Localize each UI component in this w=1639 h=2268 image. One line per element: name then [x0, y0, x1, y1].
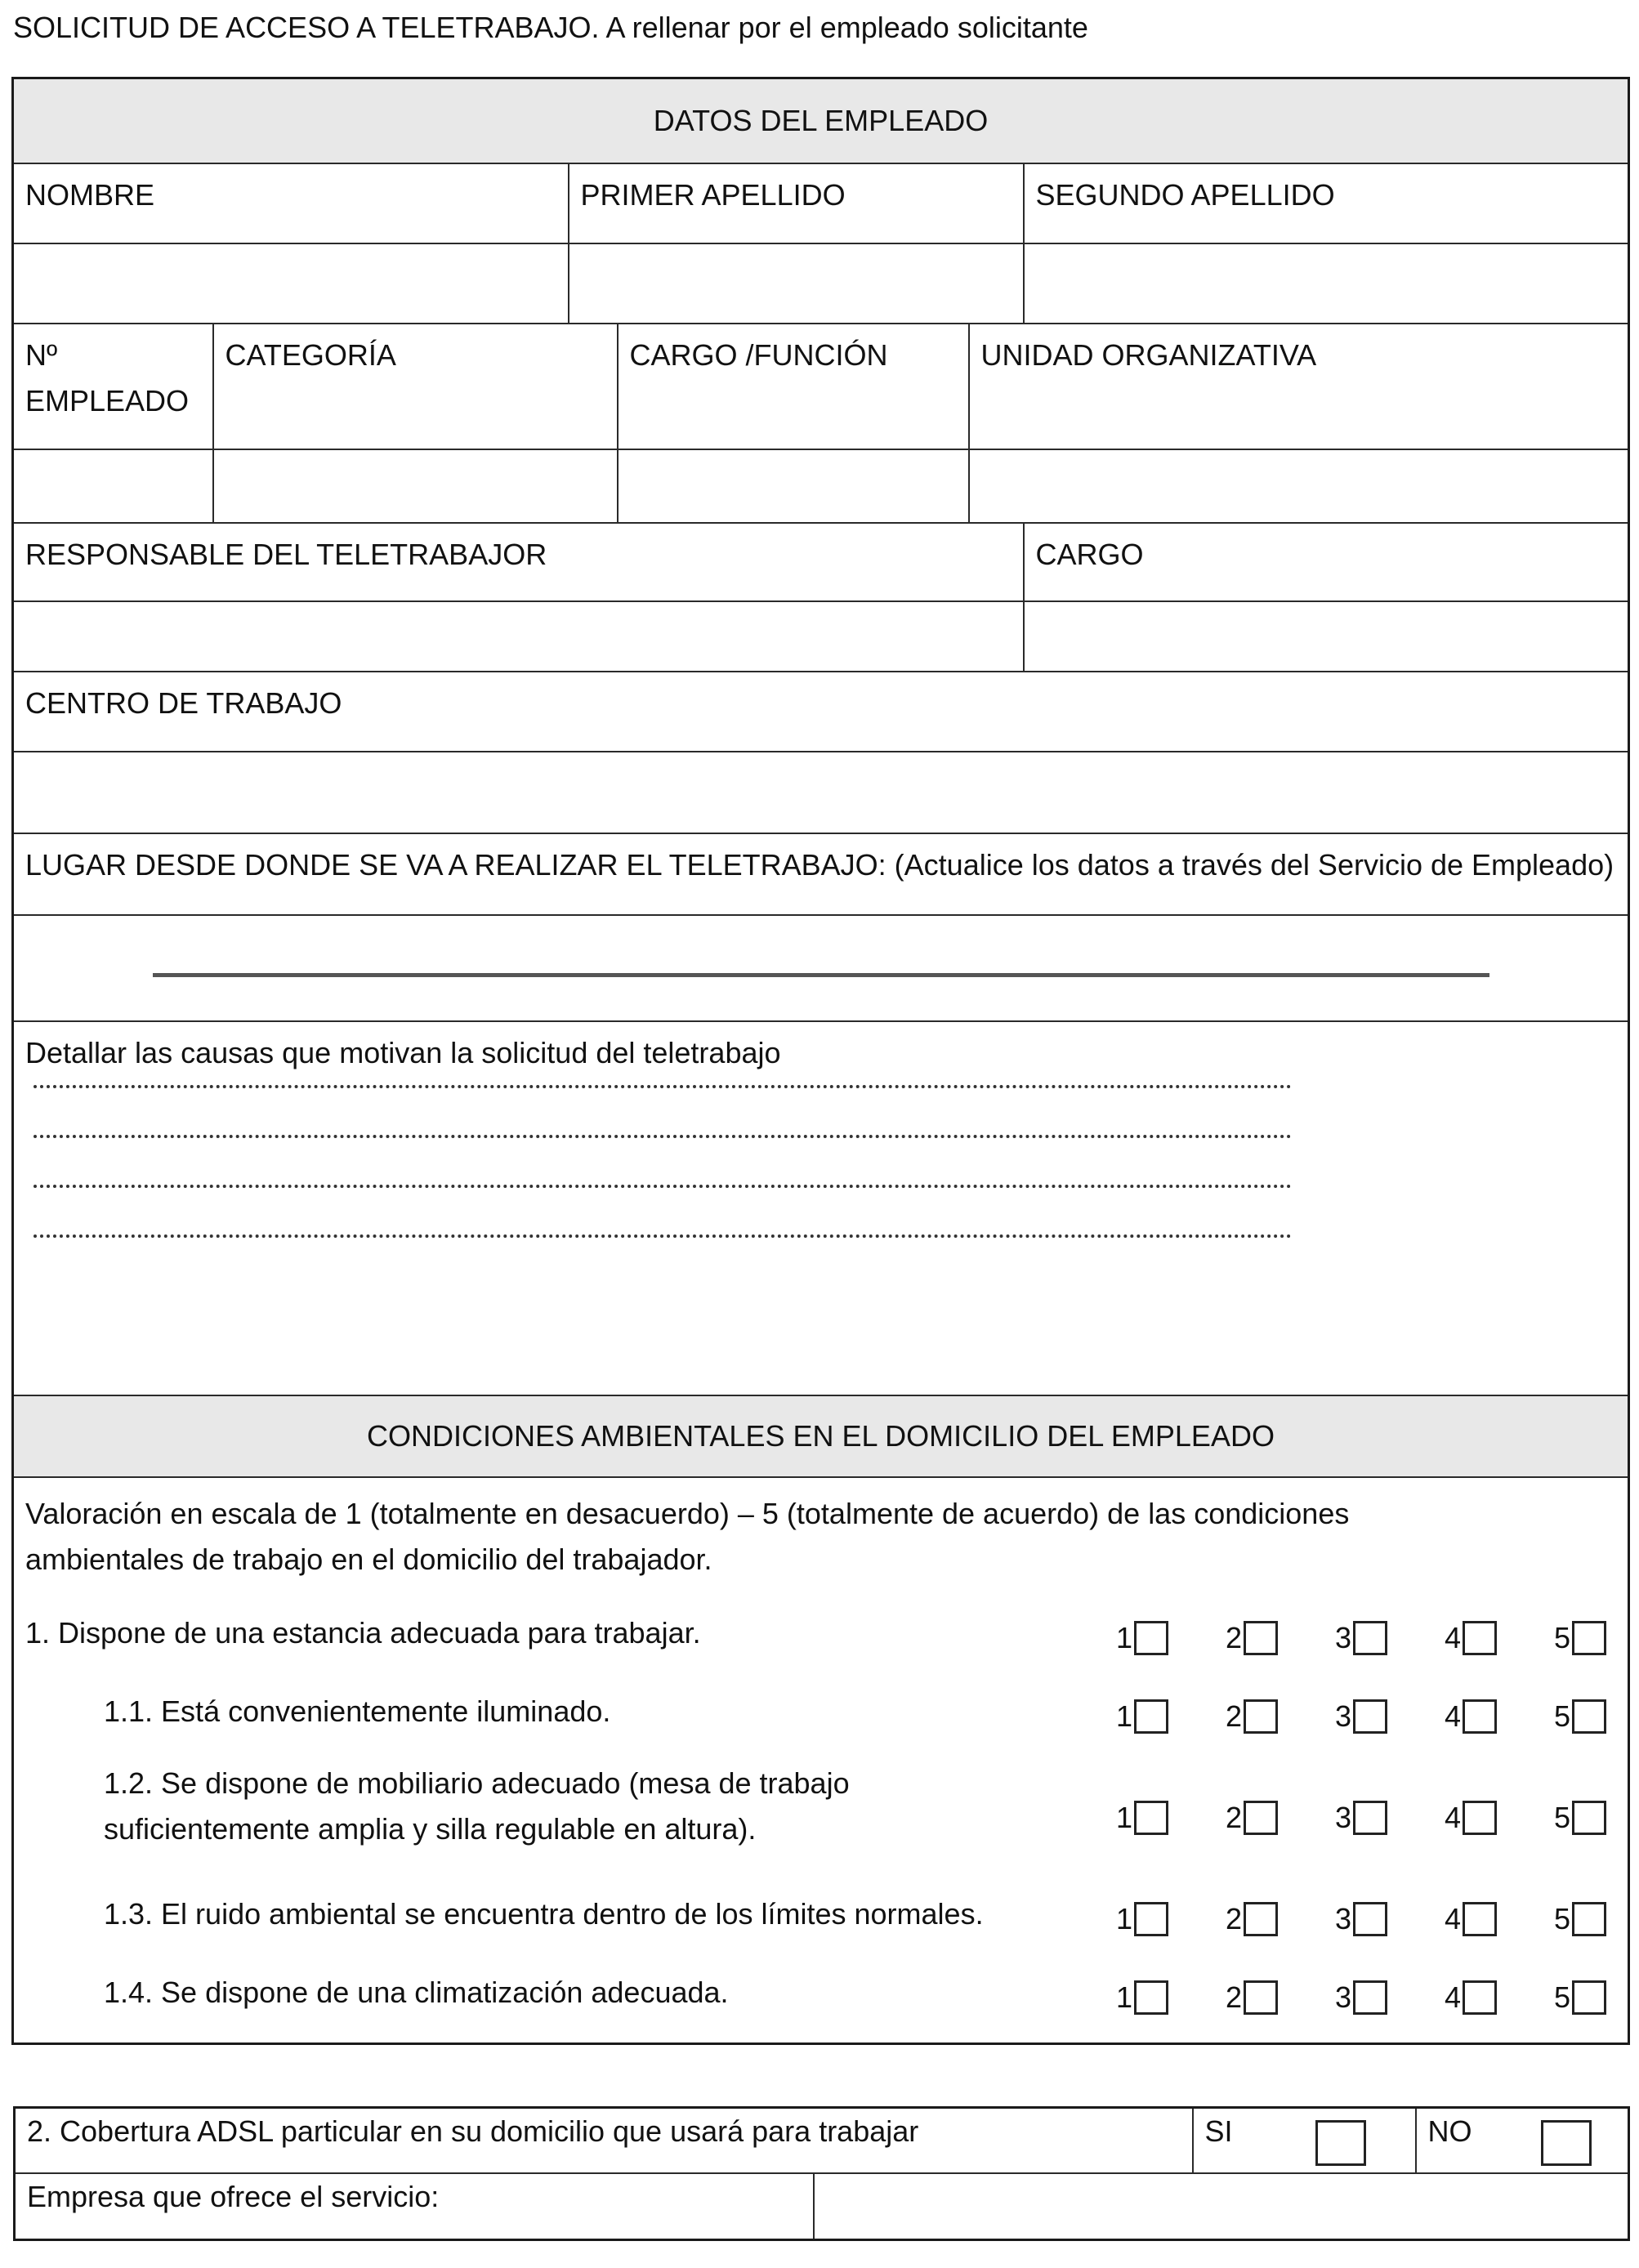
field-centro-trabajo[interactable]	[13, 752, 1629, 833]
rating-option[interactable]	[1278, 1615, 1387, 1661]
label-segundo-apellido: SEGUNDO APELLIDO	[1024, 163, 1629, 243]
rating-checkbox[interactable]	[1572, 1699, 1606, 1734]
field-empresa[interactable]	[814, 2173, 1629, 2240]
rating-number: 2	[1225, 1800, 1242, 1834]
employee-form-table	[11, 77, 1630, 2045]
address-line	[153, 973, 1489, 977]
rating-checkbox[interactable]	[1572, 1902, 1606, 1936]
questions-list	[14, 1594, 1628, 2032]
question-text	[104, 1970, 729, 2016]
rating-option[interactable]	[1168, 1795, 1278, 1841]
rating-option[interactable]	[1168, 1615, 1278, 1661]
rating-number: 2	[1225, 1699, 1242, 1733]
checkbox-si[interactable]	[1315, 2120, 1366, 2166]
conditions-section	[13, 1477, 1629, 2044]
rating-scale	[1059, 1615, 1606, 1661]
question-line: 1.4. Se dispone de una climatización adecuada.	[104, 1975, 729, 2009]
rating-number: 3	[1334, 1980, 1351, 2014]
field-nombre[interactable]	[13, 243, 569, 324]
rating-scale	[1059, 1975, 1606, 2020]
rating-scale	[1059, 1694, 1606, 1739]
rating-checkbox[interactable]	[1244, 1980, 1278, 2015]
rating-number: 5	[1553, 1800, 1570, 1834]
dotted-line[interactable]	[33, 1132, 1292, 1138]
rating-option[interactable]	[1059, 1795, 1168, 1841]
question-line: 1.3. El ruido ambiental se encuentra dentro de los límites normales.	[104, 1896, 984, 1931]
question-text	[104, 1761, 850, 1852]
rating-number: 5	[1553, 1980, 1570, 2014]
rating-number: 4	[1444, 1901, 1461, 1935]
dotted-line[interactable]	[33, 1083, 1292, 1088]
question-row	[14, 1594, 1628, 1672]
label-num-empleado: Nº EMPLEADO	[13, 324, 213, 449]
label-categoria: CATEGORÍA	[213, 324, 618, 449]
rating-option[interactable]	[1168, 1694, 1278, 1739]
rating-number: 3	[1334, 1699, 1351, 1733]
label-no: NO	[1427, 2114, 1472, 2148]
rating-number: 1	[1115, 1800, 1132, 1834]
rating-option[interactable]	[1168, 1975, 1278, 2020]
dotted-line[interactable]	[33, 1182, 1292, 1188]
rating-number: 4	[1444, 1980, 1461, 2014]
rating-checkbox[interactable]	[1463, 1699, 1497, 1734]
question-row	[14, 1953, 1628, 2032]
rating-number: 5	[1553, 1901, 1570, 1935]
field-unidad-organizativa[interactable]	[969, 449, 1629, 523]
rating-option[interactable]	[1387, 1896, 1497, 1942]
rating-checkbox[interactable]	[1572, 1801, 1606, 1835]
label-nombre: NOMBRE	[13, 163, 569, 243]
rating-checkbox[interactable]	[1463, 1801, 1497, 1835]
rating-option[interactable]	[1278, 1694, 1387, 1739]
label-causas: Detallar las causas que motivan la solicitud del teletrabajo	[25, 1035, 781, 1069]
rating-checkbox[interactable]	[1244, 1902, 1278, 1936]
rating-checkbox[interactable]	[1244, 1621, 1278, 1655]
field-responsable[interactable]	[13, 601, 1024, 672]
question-line: suficientemente amplia y silla regulable en altura).	[104, 1811, 757, 1846]
field-primer-apellido[interactable]	[569, 243, 1024, 324]
question-row	[14, 1751, 1628, 1875]
rating-checkbox[interactable]	[1134, 1902, 1168, 1936]
question-line: 1.2. Se dispone de mobiliario adecuado (mesa de trabajo	[104, 1766, 850, 1800]
valoracion-line-2: ambientales de trabajo en el domicilio del trabajador.	[25, 1542, 712, 1576]
rating-number: 5	[1553, 1699, 1570, 1733]
label-adsl-question: 2. Cobertura ADSL particular en su domicilio que usará para trabajar	[15, 2108, 1193, 2173]
rating-option[interactable]	[1059, 1615, 1168, 1661]
rating-number: 2	[1225, 1620, 1242, 1654]
rating-number: 2	[1225, 1980, 1242, 2014]
rating-option[interactable]	[1387, 1694, 1497, 1739]
valoracion-line-1: Valoración en escala de 1 (totalmente en desacuerdo) – 5 (totalmente de acuerdo) de las condiciones	[25, 1496, 1350, 1530]
rating-checkbox[interactable]	[1463, 1621, 1497, 1655]
question-text	[104, 1689, 610, 1734]
label-cargo: CARGO	[1024, 523, 1629, 601]
adsl-no-cell	[1416, 2108, 1629, 2173]
adsl-table	[13, 2106, 1630, 2241]
adsl-si-cell	[1193, 2108, 1416, 2173]
label-lugar-teletrabajo: LUGAR DESDE DONDE SE VA A REALIZAR EL TELETRABAJO: (Actualice los datos a través del Servicio de Empleado)	[13, 833, 1629, 915]
question-line: 1.1. Está convenientemente iluminado.	[104, 1694, 611, 1728]
rating-number: 1	[1115, 1620, 1132, 1654]
rating-option[interactable]	[1059, 1896, 1168, 1942]
rating-option[interactable]	[1497, 1615, 1606, 1661]
section-header-employee: DATOS DEL EMPLEADO	[13, 78, 1629, 163]
field-cargo[interactable]	[1024, 601, 1629, 672]
rating-number: 4	[1444, 1800, 1461, 1834]
rating-scale	[1059, 1896, 1606, 1942]
label-cargo-funcion: CARGO /FUNCIÓN	[618, 324, 969, 449]
checkbox-no[interactable]	[1541, 2120, 1592, 2166]
rating-option[interactable]	[1059, 1694, 1168, 1739]
field-cargo-funcion[interactable]	[618, 449, 969, 523]
rating-checkbox[interactable]	[1463, 1980, 1497, 2015]
rating-checkbox[interactable]	[1244, 1801, 1278, 1835]
section-header-conditions: CONDICIONES AMBIENTALES EN EL DOMICILIO DEL EMPLEADO	[13, 1395, 1629, 1477]
rating-checkbox[interactable]	[1134, 1699, 1168, 1734]
rating-number: 1	[1115, 1980, 1132, 2014]
rating-option[interactable]	[1278, 1975, 1387, 2020]
rating-checkbox[interactable]	[1134, 1801, 1168, 1835]
field-segundo-apellido[interactable]	[1024, 243, 1629, 324]
label-unidad-organizativa: UNIDAD ORGANIZATIVA	[969, 324, 1629, 449]
field-num-empleado[interactable]	[13, 449, 213, 523]
page-title: SOLICITUD DE ACCESO A TELETRABAJO. A rellenar por el empleado solicitante	[13, 11, 1088, 44]
rating-number: 2	[1225, 1901, 1242, 1935]
rating-number: 4	[1444, 1620, 1461, 1654]
rating-option[interactable]	[1497, 1975, 1606, 2020]
rating-option[interactable]	[1059, 1975, 1168, 2020]
field-categoria[interactable]	[213, 449, 618, 523]
rating-number: 1	[1115, 1699, 1132, 1733]
question-text	[25, 1610, 701, 1656]
question-line: 1. Dispone de una estancia adecuada para trabajar.	[25, 1615, 701, 1650]
rating-option[interactable]	[1387, 1615, 1497, 1661]
rating-number: 4	[1444, 1699, 1461, 1733]
field-lugar-teletrabajo[interactable]	[13, 915, 1629, 1021]
rating-number: 3	[1334, 1800, 1351, 1834]
label-si: SI	[1204, 2114, 1233, 2148]
rating-number: 3	[1334, 1901, 1351, 1935]
rating-option[interactable]	[1278, 1896, 1387, 1942]
rating-option[interactable]	[1387, 1975, 1497, 2020]
question-row	[14, 1672, 1628, 1751]
label-empresa: Empresa que ofrece el servicio:	[15, 2173, 814, 2240]
rating-option[interactable]	[1497, 1896, 1606, 1942]
rating-checkbox[interactable]	[1572, 1980, 1606, 2015]
rating-option[interactable]	[1387, 1795, 1497, 1841]
rating-checkbox[interactable]	[1353, 1621, 1387, 1655]
rating-option[interactable]	[1168, 1896, 1278, 1942]
rating-scale	[1059, 1795, 1606, 1841]
rating-number: 1	[1115, 1901, 1132, 1935]
rating-checkbox[interactable]	[1353, 1699, 1387, 1734]
label-primer-apellido: PRIMER APELLIDO	[569, 163, 1024, 243]
rating-option[interactable]	[1497, 1694, 1606, 1739]
rating-checkbox[interactable]	[1572, 1621, 1606, 1655]
rating-checkbox[interactable]	[1353, 1980, 1387, 2015]
label-responsable: RESPONSABLE DEL TELETRABAJOR	[13, 523, 1024, 601]
rating-checkbox[interactable]	[1134, 1621, 1168, 1655]
label-centro-trabajo: CENTRO DE TRABAJO	[13, 672, 1629, 752]
rating-number: 5	[1553, 1620, 1570, 1654]
question-text	[104, 1891, 984, 1937]
rating-checkbox[interactable]	[1463, 1902, 1497, 1936]
rating-option[interactable]	[1497, 1795, 1606, 1841]
dotted-line[interactable]	[33, 1232, 1292, 1238]
rating-number: 3	[1334, 1620, 1351, 1654]
rating-checkbox[interactable]	[1134, 1980, 1168, 2015]
rating-checkbox[interactable]	[1353, 1902, 1387, 1936]
causas-section[interactable]	[13, 1021, 1629, 1395]
question-row	[14, 1875, 1628, 1953]
rating-option[interactable]	[1278, 1795, 1387, 1841]
rating-checkbox[interactable]	[1353, 1801, 1387, 1835]
rating-checkbox[interactable]	[1244, 1699, 1278, 1734]
